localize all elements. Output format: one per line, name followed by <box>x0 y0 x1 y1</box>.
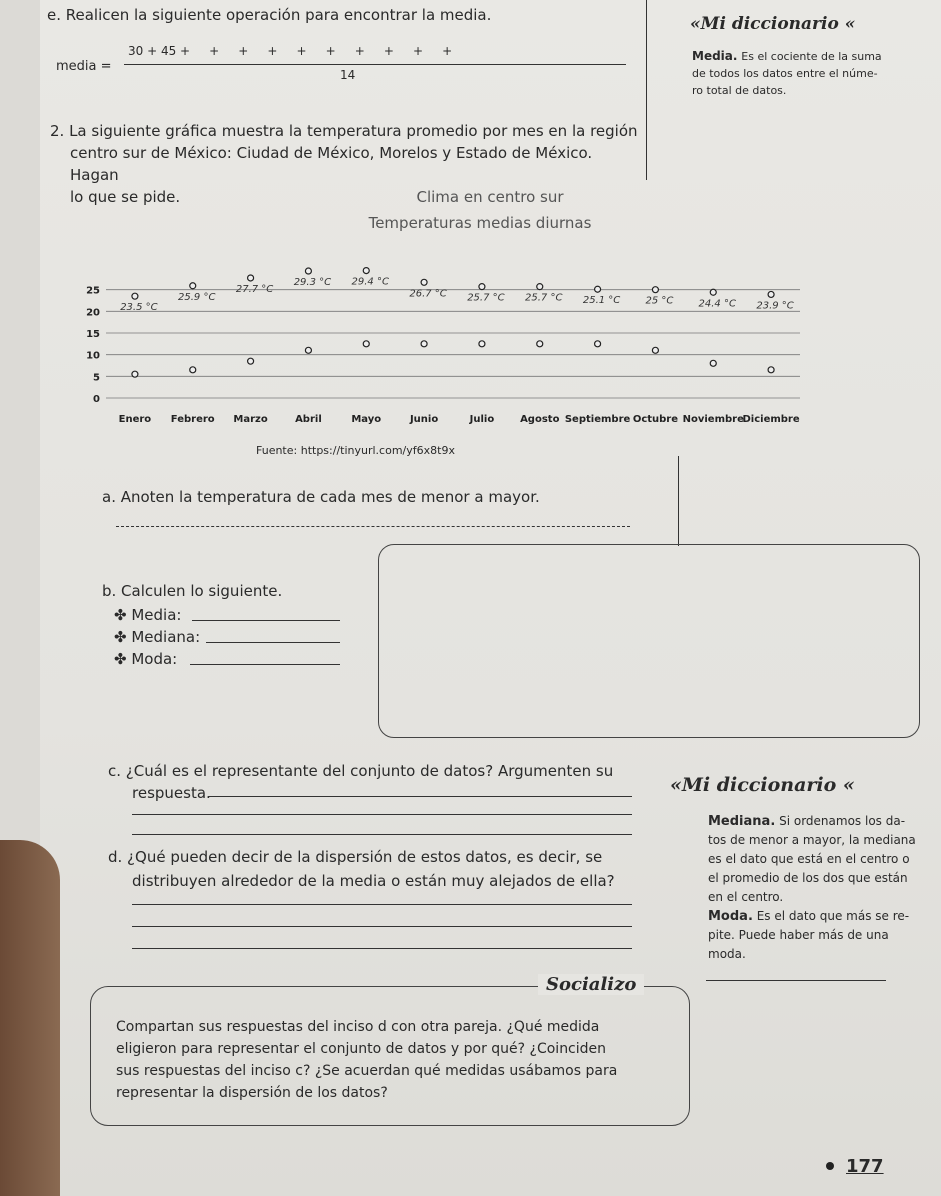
y-tick-label: 10 <box>86 350 100 362</box>
media-def-3: ro total de datos. <box>692 84 787 97</box>
mediana-answer-line[interactable] <box>206 642 340 643</box>
data-point <box>132 371 138 377</box>
mediana-term: Mediana. <box>708 814 776 829</box>
socializo-line-2: eligieron para representar el conjunto de datos y por qué? ¿Coinciden <box>116 1041 607 1057</box>
data-label: 27.7 °C <box>235 283 274 295</box>
x-tick-label: Abril <box>295 414 322 425</box>
x-tick-label: Octubre <box>632 414 679 425</box>
data-point <box>710 289 716 295</box>
part-b-text: b. Calculen lo siguiente. <box>102 582 283 600</box>
data-label: 29.4 °C <box>351 276 389 288</box>
diccionario-bottom-definitions <box>708 812 928 964</box>
data-point <box>652 347 658 353</box>
part-c-line-1: c. ¿Cuál es el representante del conjunto de datos? Argumenten su <box>108 762 614 780</box>
x-tick-label: Agosto <box>520 414 560 425</box>
divider-vertical <box>646 0 647 180</box>
fraction-bar <box>124 64 606 65</box>
moda-answer-line[interactable] <box>190 664 340 665</box>
part-d-answer-line-2[interactable] <box>132 926 632 927</box>
diccionario-bottom-title: «Mi diccionario « <box>670 774 855 796</box>
data-label: 25.9 °C <box>178 291 216 303</box>
x-tick-label: Diciembre <box>742 414 800 425</box>
data-point <box>537 341 543 347</box>
y-tick-label: 20 <box>86 307 100 319</box>
section-e-prompt: e. Realicen la siguiente operación para encontrar la media. <box>47 6 492 24</box>
question-2-line-2: centro sur de México: Ciudad de México, Morelos y Estado de México. Hagan <box>70 144 593 184</box>
part-d-line-1: d. ¿Qué pueden decir de la dispersión de estos datos, es decir, se <box>108 848 603 866</box>
data-point <box>652 287 658 293</box>
diccionario-bottom-rule <box>706 980 886 981</box>
data-point <box>248 275 254 281</box>
data-point <box>537 284 543 290</box>
diccionario-media-definition <box>692 48 892 99</box>
data-label: 23.9 °C <box>756 300 794 312</box>
media-result-blank <box>568 64 626 65</box>
moda-def-3: moda. <box>708 947 746 961</box>
x-tick-label: Mayo <box>351 414 382 425</box>
part-a-text: a. Anoten la temperatura de cada mes de menor a mayor. <box>102 488 540 506</box>
data-label: 29.3 °C <box>293 277 332 289</box>
x-tick-label: Septiembre <box>564 414 631 425</box>
part-d-line-2: distribuyen alrededor de la media o están muy alejados de ella? <box>132 872 615 890</box>
chart-subtitle: Temperaturas medias diurnas <box>368 214 592 232</box>
moda-def-2: pite. Puede haber más de una <box>708 928 889 942</box>
y-tick-label: 25 <box>86 285 100 297</box>
temperature-chart <box>40 250 840 440</box>
x-tick-label: Julio <box>469 414 495 425</box>
socializo-text <box>116 1016 676 1104</box>
chart-title: Clima en centro sur <box>416 188 564 206</box>
data-label: 25.1 °C <box>582 295 621 307</box>
media-answer-line[interactable] <box>192 620 340 621</box>
mediana-def-1: Si ordenamos los da- <box>779 814 906 828</box>
data-point <box>305 268 311 274</box>
moda-term: Moda. <box>708 909 753 924</box>
x-tick-label: Febrero <box>170 414 215 425</box>
data-point <box>190 367 196 373</box>
data-point <box>305 347 311 353</box>
question-2-line-3: lo que se pide. <box>70 188 181 206</box>
data-label: 24.4 °C <box>698 298 736 310</box>
part-c-answer-line-2[interactable] <box>132 814 632 815</box>
thumb-photo-occlusion <box>0 840 60 1196</box>
socializo-line-3: sus respuestas del inciso c? ¿Se acuerdan qué medidas usábamos para <box>116 1063 618 1079</box>
y-tick-label: 5 <box>93 372 100 384</box>
divider-vertical-2 <box>678 456 679 546</box>
data-point <box>248 358 254 364</box>
x-tick-label: Enero <box>118 414 152 425</box>
mediana-def-4: el promedio de los dos que están <box>708 871 908 885</box>
textbook-page <box>40 0 941 1196</box>
media-label: media = <box>56 59 112 74</box>
page-number: 177 <box>846 1156 884 1177</box>
media-denominator: 14 <box>340 68 356 82</box>
mediana-def-5: en el centro. <box>708 890 784 904</box>
part-c-answer-line-3[interactable] <box>132 834 632 835</box>
part-d-answer-line-1[interactable] <box>132 904 632 905</box>
x-tick-label: Marzo <box>233 414 268 425</box>
data-point <box>768 367 774 373</box>
data-point <box>768 291 774 297</box>
data-point <box>479 341 485 347</box>
media-def-1: Es el cociente de la suma <box>741 50 882 63</box>
mediana-def-3: es el dato que está en el centro o <box>708 852 910 866</box>
data-label: 25.7 °C <box>525 292 563 304</box>
part-a-answer-line[interactable] <box>116 526 630 527</box>
data-point <box>479 284 485 290</box>
data-point <box>595 341 601 347</box>
data-point <box>132 293 138 299</box>
part-b-moda-label: ✤ Moda: <box>114 650 178 668</box>
work-box[interactable] <box>378 544 920 738</box>
data-point <box>710 360 716 366</box>
part-c-answer-line-1[interactable] <box>208 796 632 797</box>
part-d-answer-line-3[interactable] <box>132 948 632 949</box>
media-term: Media. <box>692 49 738 63</box>
data-point <box>421 341 427 347</box>
data-label: 25 °C <box>645 295 674 307</box>
moda-def-1: Es el dato que más se re- <box>756 909 910 923</box>
data-point <box>363 268 369 274</box>
question-2-line-1: 2. La siguiente gráfica muestra la temperatura promedio por mes en la región <box>50 122 638 140</box>
data-label: 23.5 °C <box>120 302 158 314</box>
y-tick-label: 0 <box>93 394 100 405</box>
x-tick-label: Junio <box>409 414 439 425</box>
part-b-media-label: ✤ Media: <box>114 606 182 624</box>
y-tick-label: 15 <box>86 329 100 340</box>
data-point <box>363 341 369 347</box>
data-label: 26.7 °C <box>409 288 447 300</box>
socializo-line-4: representar la dispersión de los datos? <box>116 1085 388 1101</box>
data-point <box>190 283 196 289</box>
socializo-line-1: Compartan sus respuestas del inciso d con otra pareja. ¿Qué medida <box>116 1019 600 1035</box>
media-def-2: de todos los datos entre el núme- <box>692 67 878 80</box>
data-label: 25.7 °C <box>467 292 505 304</box>
diccionario-top-title: «Mi diccionario « <box>690 14 856 34</box>
part-c-line-2: respuesta. <box>132 784 211 802</box>
mediana-def-2: tos de menor a mayor, la mediana <box>708 833 916 847</box>
socializo-title: Socializo <box>538 974 644 995</box>
media-numerator: 30 + 45 + + + + + + + + + + <box>128 44 453 58</box>
data-point <box>421 279 427 285</box>
data-point <box>595 286 601 292</box>
bullet-icon <box>826 1162 834 1170</box>
chart-source: Fuente: https://tinyurl.com/yf6x8t9x <box>256 444 455 457</box>
x-tick-label: Noviembre <box>682 414 744 425</box>
part-b-mediana-label: ✤ Mediana: <box>114 628 201 646</box>
